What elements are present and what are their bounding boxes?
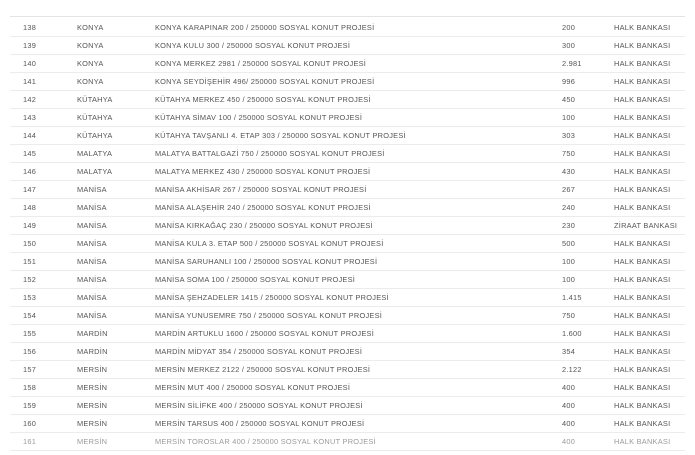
row-bank: HALK BANKASI — [614, 361, 685, 379]
row-number: 152 — [10, 271, 77, 289]
row-city: KÜTAHYA — [77, 91, 155, 109]
table-row — [10, 433, 685, 451]
row-unit-count: 450 — [562, 91, 614, 109]
row-unit-count: 400 — [562, 433, 614, 451]
row-bank: HALK BANKASI — [614, 271, 685, 289]
row-city: MANİSA — [77, 307, 155, 325]
row-number: 143 — [10, 109, 77, 127]
row-number: 161 — [10, 433, 77, 451]
table-row — [10, 307, 685, 325]
row-project-name: MANİSA KIRKAĞAÇ 230 / 250000 SOSYAL KONUT PROJESİ — [155, 217, 562, 235]
row-bank: HALK BANKASI — [614, 307, 685, 325]
row-unit-count: 2.981 — [562, 55, 614, 73]
row-bank: HALK BANKASI — [614, 199, 685, 217]
row-number: 145 — [10, 145, 77, 163]
row-city: MARDİN — [77, 343, 155, 361]
row-project-name: MANİSA ŞEHZADELER 1415 / 250000 SOSYAL KONUT PROJESİ — [155, 289, 562, 307]
table-row — [10, 361, 685, 379]
row-project-name: MANİSA AKHİSAR 267 / 250000 SOSYAL KONUT PROJESİ — [155, 181, 562, 199]
row-project-name: MERSİN TARSUS 400 / 250000 SOSYAL KONUT PROJESİ — [155, 415, 562, 433]
row-project-name: KÜTAHYA SİMAV 100 / 250000 SOSYAL KONUT PROJESİ — [155, 109, 562, 127]
table-row — [10, 181, 685, 199]
table-row — [10, 289, 685, 307]
row-city: KÜTAHYA — [77, 127, 155, 145]
row-unit-count: 100 — [562, 109, 614, 127]
row-city: KONYA — [77, 73, 155, 91]
row-number: 151 — [10, 253, 77, 271]
row-city: MALATYA — [77, 145, 155, 163]
row-city: MARDİN — [77, 325, 155, 343]
row-city: MERSİN — [77, 379, 155, 397]
row-unit-count: 430 — [562, 163, 614, 181]
row-bank: HALK BANKASI — [614, 181, 685, 199]
row-bank: HALK BANKASI — [614, 91, 685, 109]
row-number: 157 — [10, 361, 77, 379]
row-number: 142 — [10, 91, 77, 109]
row-unit-count: 200 — [562, 19, 614, 37]
table-scroll-area[interactable] — [10, 19, 695, 455]
table-row — [10, 199, 685, 217]
row-bank: HALK BANKASI — [614, 19, 685, 37]
row-city: MANİSA — [77, 199, 155, 217]
row-number: 160 — [10, 415, 77, 433]
table-row — [10, 253, 685, 271]
row-bank: HALK BANKASI — [614, 55, 685, 73]
row-number: 156 — [10, 343, 77, 361]
table-row — [10, 325, 685, 343]
row-city: MANİSA — [77, 289, 155, 307]
row-number: 155 — [10, 325, 77, 343]
row-unit-count: 400 — [562, 379, 614, 397]
row-city: KONYA — [77, 37, 155, 55]
row-number: 147 — [10, 181, 77, 199]
row-bank: HALK BANKASI — [614, 109, 685, 127]
row-project-name: MERSİN TOROSLAR 400 / 250000 SOSYAL KONUT PROJESİ — [155, 433, 562, 451]
row-unit-count: 303 — [562, 127, 614, 145]
row-number: 141 — [10, 73, 77, 91]
row-city: KONYA — [77, 19, 155, 37]
row-unit-count: 500 — [562, 235, 614, 253]
row-number: 146 — [10, 163, 77, 181]
row-project-name: MALATYA BATTALGAZİ 750 / 250000 SOSYAL KONUT PROJESİ — [155, 145, 562, 163]
table-row — [10, 127, 685, 145]
row-project-name: MARDİN ARTUKLU 1600 / 250000 SOSYAL KONUT PROJESİ — [155, 325, 562, 343]
row-number: 138 — [10, 19, 77, 37]
row-bank: HALK BANKASI — [614, 73, 685, 91]
row-bank: HALK BANKASI — [614, 379, 685, 397]
row-city: MANİSA — [77, 181, 155, 199]
table-row — [10, 343, 685, 361]
row-bank: HALK BANKASI — [614, 145, 685, 163]
row-project-name: KONYA MERKEZ 2981 / 250000 SOSYAL KONUT PROJESİ — [155, 55, 562, 73]
table-row — [10, 19, 685, 37]
row-project-name: MALATYA MERKEZ 430 / 250000 SOSYAL KONUT PROJESİ — [155, 163, 562, 181]
row-bank: HALK BANKASI — [614, 343, 685, 361]
row-unit-count: 400 — [562, 397, 614, 415]
row-number: 150 — [10, 235, 77, 253]
row-project-name: MANİSA SOMA 100 / 250000 SOSYAL KONUT PROJESİ — [155, 271, 562, 289]
row-bank: HALK BANKASI — [614, 397, 685, 415]
row-number: 140 — [10, 55, 77, 73]
row-project-name: MARDİN MİDYAT 354 / 250000 SOSYAL KONUT PROJESİ — [155, 343, 562, 361]
table-row — [10, 109, 685, 127]
table-row — [10, 397, 685, 415]
row-number: 139 — [10, 37, 77, 55]
row-unit-count: 750 — [562, 307, 614, 325]
row-city: MERSİN — [77, 433, 155, 451]
row-city: MANİSA — [77, 217, 155, 235]
row-project-name: MERSİN SİLİFKE 400 / 250000 SOSYAL KONUT PROJESİ — [155, 397, 562, 415]
table-row — [10, 91, 685, 109]
row-bank: ZİRAAT BANKASI — [614, 217, 685, 235]
row-city: MERSİN — [77, 361, 155, 379]
row-project-name: MANİSA ALAŞEHİR 240 / 250000 SOSYAL KONUT PROJESİ — [155, 199, 562, 217]
row-city: MERSİN — [77, 397, 155, 415]
row-unit-count: 1.600 — [562, 325, 614, 343]
table-row — [10, 379, 685, 397]
row-bank: HALK BANKASI — [614, 37, 685, 55]
table-row — [10, 37, 685, 55]
row-number: 159 — [10, 397, 77, 415]
row-project-name: KÜTAHYA TAVŞANLI 4. ETAP 303 / 250000 SOSYAL KONUT PROJESİ — [155, 127, 562, 145]
row-city: KONYA — [77, 55, 155, 73]
row-number: 153 — [10, 289, 77, 307]
row-unit-count: 400 — [562, 415, 614, 433]
row-city: MALATYA — [77, 163, 155, 181]
row-unit-count: 354 — [562, 343, 614, 361]
row-city: KÜTAHYA — [77, 109, 155, 127]
table-top-divider — [10, 16, 685, 17]
table-row — [10, 145, 685, 163]
table-row — [10, 217, 685, 235]
row-bank: HALK BANKASI — [614, 235, 685, 253]
row-project-name: MANİSA KULA 3. ETAP 500 / 250000 SOSYAL KONUT PROJESİ — [155, 235, 562, 253]
row-unit-count: 2.122 — [562, 361, 614, 379]
table-body — [10, 19, 685, 451]
row-number: 149 — [10, 217, 77, 235]
row-unit-count: 100 — [562, 271, 614, 289]
row-number: 144 — [10, 127, 77, 145]
row-bank: HALK BANKASI — [614, 289, 685, 307]
row-number: 148 — [10, 199, 77, 217]
row-bank: HALK BANKASI — [614, 415, 685, 433]
row-project-name: KONYA KULU 300 / 250000 SOSYAL KONUT PROJESİ — [155, 37, 562, 55]
row-city: MANİSA — [77, 235, 155, 253]
row-unit-count: 1.415 — [562, 289, 614, 307]
row-bank: HALK BANKASI — [614, 253, 685, 271]
row-unit-count: 100 — [562, 253, 614, 271]
row-unit-count: 230 — [562, 217, 614, 235]
row-bank: HALK BANKASI — [614, 325, 685, 343]
row-unit-count: 996 — [562, 73, 614, 91]
row-number: 158 — [10, 379, 77, 397]
table-row — [10, 55, 685, 73]
row-project-name: KONYA SEYDİŞEHİR 496/ 250000 SOSYAL KONUT PROJESİ — [155, 73, 562, 91]
row-unit-count: 750 — [562, 145, 614, 163]
row-city: MANİSA — [77, 271, 155, 289]
table-row — [10, 73, 685, 91]
row-city: MERSİN — [77, 415, 155, 433]
row-unit-count: 267 — [562, 181, 614, 199]
row-bank: HALK BANKASI — [614, 433, 685, 451]
row-unit-count: 300 — [562, 37, 614, 55]
social-housing-projects-table — [10, 19, 685, 451]
row-project-name: MERSİN MUT 400 / 250000 SOSYAL KONUT PROJESİ — [155, 379, 562, 397]
row-city: MANİSA — [77, 253, 155, 271]
table-row — [10, 415, 685, 433]
row-bank: HALK BANKASI — [614, 127, 685, 145]
row-project-name: MANİSA YUNUSEMRE 750 / 250000 SOSYAL KONUT PROJESİ — [155, 307, 562, 325]
table-row — [10, 163, 685, 181]
row-bank: HALK BANKASI — [614, 163, 685, 181]
row-project-name: MERSİN MERKEZ 2122 / 250000 SOSYAL KONUT PROJESİ — [155, 361, 562, 379]
row-project-name: KÜTAHYA MERKEZ 450 / 250000 SOSYAL KONUT PROJESİ — [155, 91, 562, 109]
row-project-name: KONYA KARAPINAR 200 / 250000 SOSYAL KONUT PROJESİ — [155, 19, 562, 37]
row-unit-count: 240 — [562, 199, 614, 217]
row-project-name: MANİSA SARUHANLI 100 / 250000 SOSYAL KONUT PROJESİ — [155, 253, 562, 271]
table-row — [10, 271, 685, 289]
row-number: 154 — [10, 307, 77, 325]
table-row — [10, 235, 685, 253]
